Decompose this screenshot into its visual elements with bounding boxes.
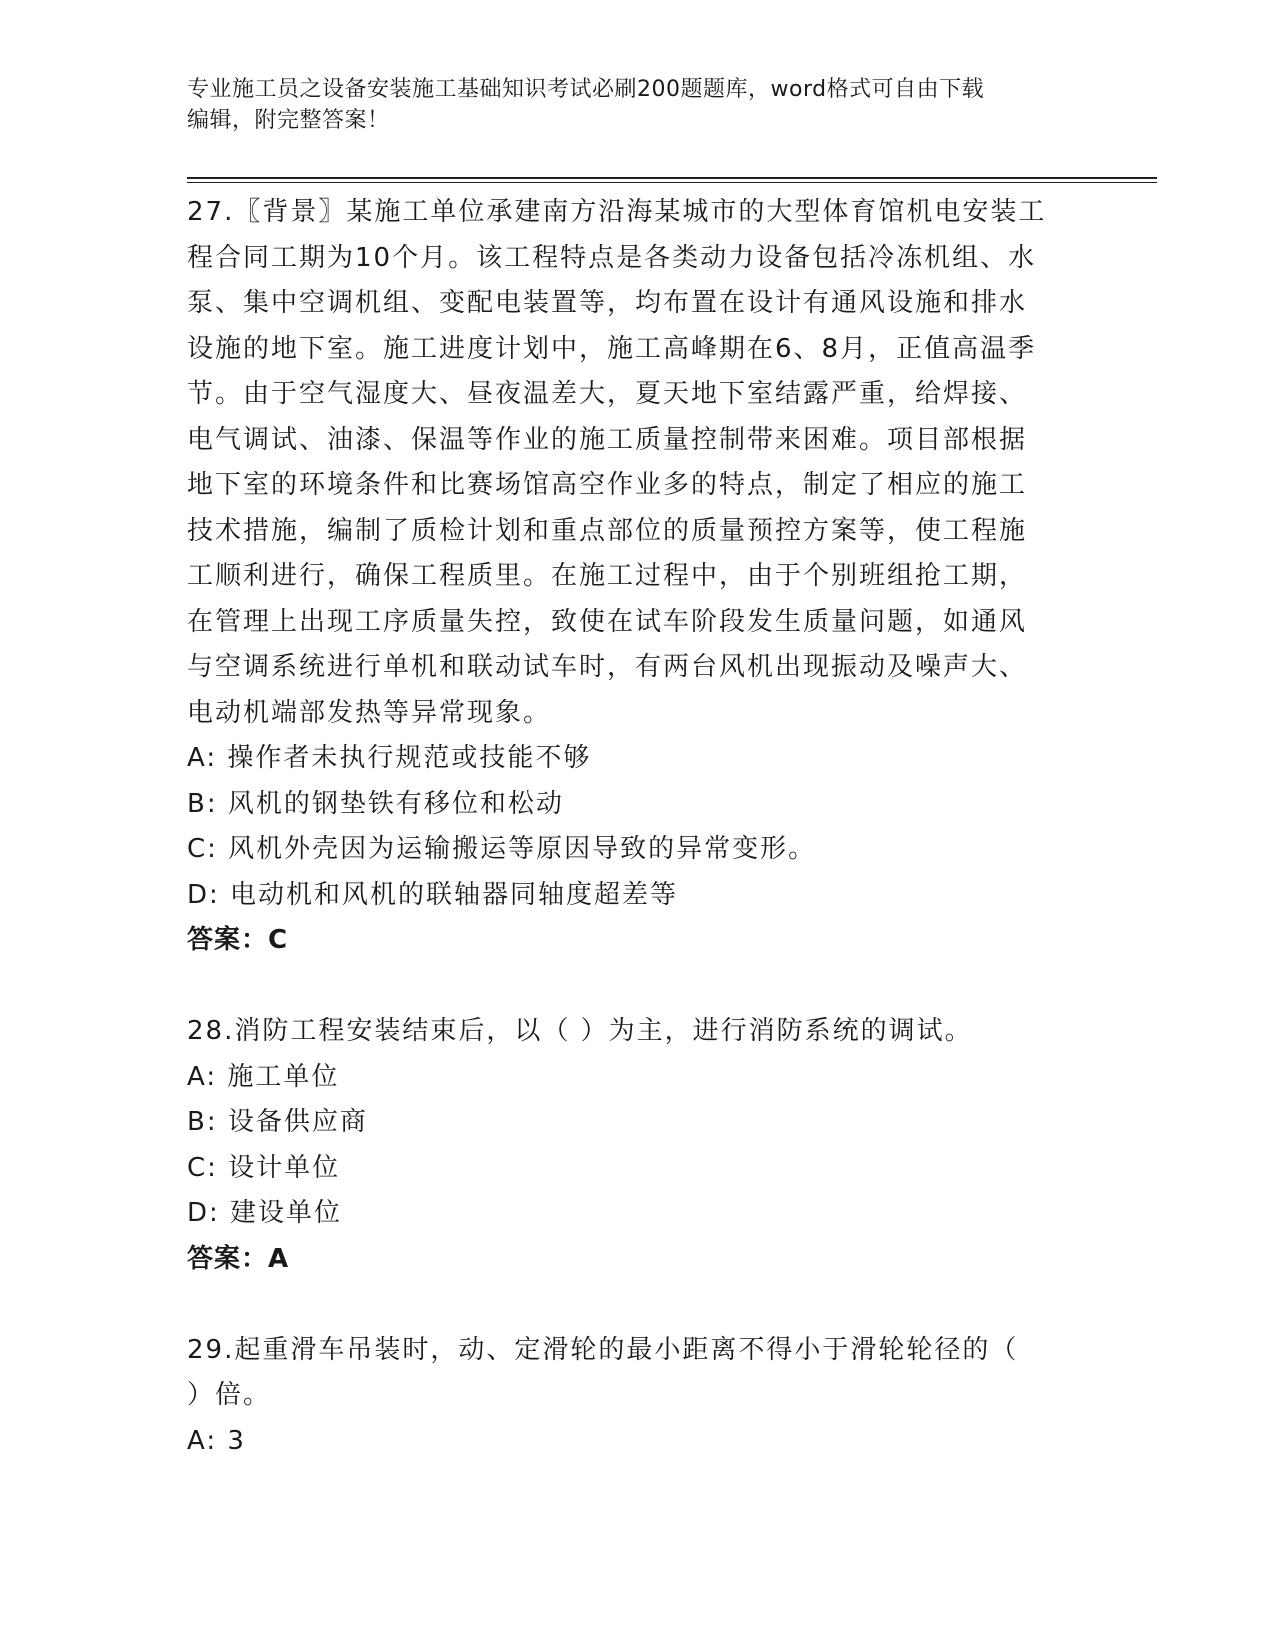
header-divider bbox=[187, 177, 1157, 183]
answer-line: 答案：A bbox=[187, 1243, 290, 1274]
option-a: A: 施工单位 bbox=[187, 1061, 340, 1092]
question-text-line: 工顺利进行，确保工程质里。在施工过程中，由于个别班组抢工期， bbox=[187, 561, 1028, 591]
option-b: B: 设备供应商 bbox=[187, 1107, 368, 1137]
option-a: A: 3 bbox=[187, 1425, 246, 1456]
option-b: B: 风机的钢垫铁有移位和松动 bbox=[187, 788, 564, 819]
header-line-1: 专业施工员之设备安装施工基础知识考试必刷200题题库，word格式可自由下载 bbox=[187, 77, 985, 102]
option-a: A: 操作者未执行规范或技能不够 bbox=[187, 743, 592, 773]
question-text-line: 程合同工期为10个月。该工程特点是各类动力设备包括冷冻机组、水 bbox=[187, 242, 1037, 273]
question-text-line: 电动机端部发热等异常现象。 bbox=[187, 697, 552, 728]
question-list bbox=[187, 190, 1067, 1464]
question-text-line: 技术措施，编制了质检计划和重点部位的质量预控方案等，使工程施 bbox=[187, 515, 1028, 546]
question-text-line: 28.消防工程安装结束后，以（ ）为主，进行消防系统的调试。 bbox=[187, 1016, 973, 1046]
question-spacer bbox=[187, 1282, 1067, 1328]
question-spacer bbox=[187, 964, 1067, 1010]
option-d: D: 建设单位 bbox=[187, 1198, 343, 1228]
question-text-line: 27.〖背景〗某施工单位承建南方沿海某城市的大型体育馆机电安装工 bbox=[187, 197, 1047, 227]
question-text-line: 电气调试、油漆、保温等作业的施工质量控制带来困难。项目部根据 bbox=[187, 424, 1028, 455]
question-text-line: 设施的地下室。施工进度计划中，施工高峰期在6、8月，正值高温季 bbox=[187, 333, 1037, 364]
option-d: D: 电动机和风机的联轴器同轴度超差等 bbox=[187, 879, 679, 910]
answer-line: 答案：C bbox=[187, 925, 289, 955]
header-line-2: 编辑，附完整答案！ bbox=[187, 108, 390, 133]
question-27 bbox=[187, 190, 1067, 964]
question-text-line: 地下室的环境条件和比赛场馆高空作业多的特点，制定了相应的施工 bbox=[187, 470, 1028, 500]
question-text-line: 与空调系统进行单机和联动试车时，有两台风机出现振动及噪声大、 bbox=[187, 652, 1028, 682]
question-28 bbox=[187, 1009, 1067, 1282]
document-header bbox=[187, 74, 1067, 136]
question-text-line: 在管理上出现工序质量失控，致使在试车阶段发生质量问题，如通风 bbox=[187, 606, 1028, 637]
question-29 bbox=[187, 1328, 1067, 1465]
option-c: C: 风机外壳因为运输搬运等原因导致的异常变形。 bbox=[187, 834, 817, 864]
question-text-line: ）倍。 bbox=[187, 1380, 272, 1410]
option-c: C: 设计单位 bbox=[187, 1152, 341, 1183]
question-text-line: 29.起重滑车吊装时，动、定滑轮的最小距离不得小于滑轮轮径的（ bbox=[187, 1334, 1019, 1365]
question-text-line: 泵、集中空调机组、变配电装置等，均布置在设计有通风设施和排水 bbox=[187, 288, 1028, 318]
question-text-line: 节。由于空气湿度大、昼夜温差大，夏天地下室结露严重，给焊接、 bbox=[187, 379, 1028, 409]
